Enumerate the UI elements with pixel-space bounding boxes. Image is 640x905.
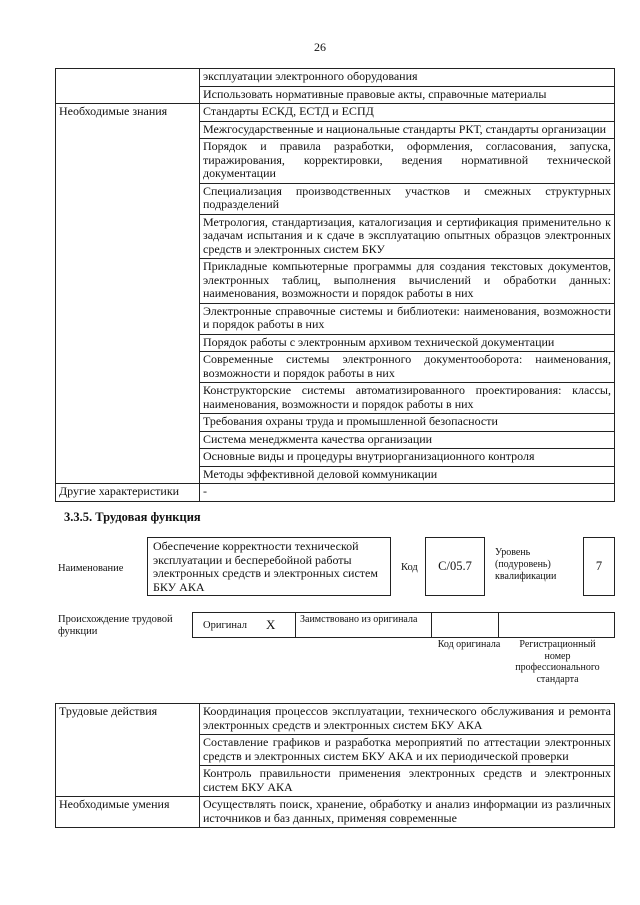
action-row	[56, 704, 615, 735]
name-label: Наименование	[58, 563, 124, 574]
knowledge-value-cell: Методы эффективной деловой коммуникации	[200, 466, 615, 484]
code-box	[425, 537, 485, 596]
action-label-cell: Необходимые умения	[56, 797, 200, 828]
reg-number-caption: Регистрационный номер профессионального стандарта	[515, 639, 600, 685]
borrowed-label: Заимствовано из оригинала	[300, 614, 418, 625]
knowledge-value-cell: Специализация производственных участков и смежных структурных подразделений	[200, 183, 615, 214]
function-name-box	[147, 537, 391, 596]
code-label: Код	[401, 562, 418, 573]
page-number: 26	[314, 40, 326, 54]
knowledge-value-cell: Прикладные компьютерные программы для создания текстовых документов, электронных таблиц, выполнения вычислений и обработки данных: наименования, возможности и порядок работы в них	[200, 259, 615, 304]
knowledge-value-cell: Система менеджмента качества организации	[200, 431, 615, 449]
knowledge-label-cell: Другие характеристики	[56, 484, 200, 502]
original-label: Оригинал	[203, 620, 247, 631]
action-label-cell: Трудовые действия	[56, 704, 200, 797]
knowledge-value-cell: Электронные справочные системы и библиотеки: наименования, возможности и порядок работы в них	[200, 303, 615, 334]
knowledge-value-cell: Конструкторские системы автоматизированного проектирования: классы, наименования, возможности и порядок работы в них	[200, 383, 615, 414]
knowledge-label-cell	[56, 69, 200, 104]
knowledge-value-cell: Порядок и правила разработки, оформления, согласования, запуска, тиражирования, корректировки, ведения нормативной технической документации	[200, 139, 615, 184]
knowledge-value-cell: эксплуатации электронного оборудования	[200, 69, 615, 87]
knowledge-row	[56, 104, 615, 122]
action-value-cell: Контроль правильности применения электронных средств и электронных систем БКУ АКА	[200, 766, 615, 797]
knowledge-value-cell: -	[200, 484, 615, 502]
original-mark: X	[266, 617, 276, 632]
actions-table	[55, 703, 615, 828]
action-value-cell: Составление графиков и разработка мероприятий по аттестации электронных средств и электронных систем БКУ АКА и их периодической проверки	[200, 735, 615, 766]
knowledge-table	[55, 68, 615, 502]
level-value: 7	[595, 559, 603, 573]
origin-label: Происхождение трудовой функции	[58, 614, 173, 637]
knowledge-label-cell: Необходимые знания	[56, 104, 200, 484]
code-value: С/05.7	[438, 559, 472, 573]
section-title: 3.3.5. Трудовая функция	[64, 510, 201, 524]
knowledge-value-cell: Основные виды и процедуры внутриорганизационного контроля	[200, 449, 615, 467]
level-label: Уровень (подуровень) квалификации	[495, 547, 557, 582]
level-box	[583, 537, 615, 596]
origin-box	[192, 612, 615, 638]
knowledge-value-cell: Межгосударственные и национальные стандарты РКТ, стандарты организации	[200, 121, 615, 139]
knowledge-value-cell: Стандарты ЕСКД, ЕСТД и ЕСПД	[200, 104, 615, 122]
knowledge-value-cell: Порядок работы с электронным архивом технической документации	[200, 334, 615, 352]
knowledge-value-cell: Метрология, стандартизация, каталогизация и сертификация применительно к задачам испытания и к сдаче в эксплуатацию опытных образцов электронных средств и электронных систем БКУ	[200, 214, 615, 259]
action-row	[56, 797, 615, 828]
knowledge-row	[56, 69, 615, 87]
code-original-caption: Код оригинала	[437, 639, 501, 650]
knowledge-value-cell: Использовать нормативные правовые акты, справочные материалы	[200, 86, 615, 104]
function-name-value: Обеспечение корректности технической эксплуатации и бесперебойной работы электронных средств и электронных систем БКУ АКА	[153, 539, 378, 594]
knowledge-value-cell: Требования охраны труда и промышленной безопасности	[200, 414, 615, 432]
knowledge-value-cell: Современные системы электронного документооборота: наименования, возможности и порядок работы в них	[200, 352, 615, 383]
knowledge-row	[56, 484, 615, 502]
action-value-cell: Координация процессов эксплуатации, технического обслуживания и ремонта электронных средств и электронных систем БКУ АКА	[200, 704, 615, 735]
action-value-cell: Осуществлять поиск, хранение, обработку и анализ информации из различных источников и баз данных, применяя современные	[200, 797, 615, 828]
